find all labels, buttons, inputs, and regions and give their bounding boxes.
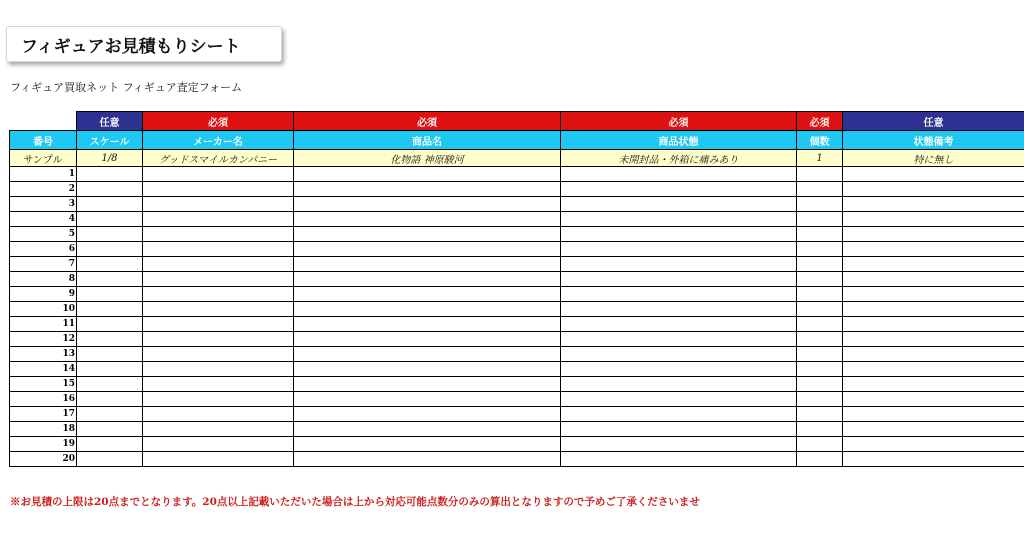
table-row — [10, 287, 1024, 302]
note-cell[interactable] — [843, 257, 1024, 272]
req-product: 必須 — [294, 112, 561, 131]
product-cell[interactable] — [294, 272, 561, 287]
footnote: ※お見積の上限は20点までとなります。20点以上記載いただいた場合は上から対応可能点数分のみの算出となりますので予めご了承くださいませ — [10, 496, 700, 508]
quantity-cell[interactable] — [797, 332, 843, 347]
table-row — [10, 332, 1024, 347]
table-row — [10, 167, 1024, 182]
product-cell[interactable] — [294, 437, 561, 452]
product-cell[interactable] — [294, 362, 561, 377]
quantity-cell[interactable] — [797, 392, 843, 407]
quantity-cell[interactable] — [797, 422, 843, 437]
product-cell[interactable] — [294, 317, 561, 332]
table-row — [10, 437, 1024, 452]
table-row — [10, 257, 1024, 272]
header-number: 番号 — [10, 131, 77, 150]
maker-cell[interactable] — [143, 347, 294, 362]
product-cell[interactable] — [294, 182, 561, 197]
requirement-row — [10, 112, 1024, 131]
table-row — [10, 392, 1024, 407]
maker-cell[interactable] — [143, 242, 294, 257]
row-number: 1 — [10, 167, 77, 182]
maker-cell[interactable] — [143, 437, 294, 452]
row-number: 20 — [10, 452, 77, 467]
quantity-cell[interactable] — [797, 257, 843, 272]
maker-cell[interactable] — [143, 197, 294, 212]
table-row — [10, 452, 1024, 467]
note-cell[interactable] — [843, 242, 1024, 257]
scale-cell[interactable] — [77, 437, 143, 452]
condition-cell[interactable] — [561, 347, 797, 362]
quantity-cell[interactable] — [797, 242, 843, 257]
req-maker: 必須 — [143, 112, 294, 131]
quantity-cell[interactable] — [797, 287, 843, 302]
maker-cell[interactable] — [143, 167, 294, 182]
quantity-cell[interactable] — [797, 407, 843, 422]
maker-cell[interactable] — [143, 257, 294, 272]
note-cell[interactable] — [843, 422, 1024, 437]
product-cell[interactable] — [294, 302, 561, 317]
note-cell[interactable] — [843, 392, 1024, 407]
condition-cell[interactable] — [561, 362, 797, 377]
product-cell[interactable] — [294, 452, 561, 467]
product-cell[interactable] — [294, 212, 561, 227]
maker-cell[interactable] — [143, 317, 294, 332]
maker-cell[interactable] — [143, 392, 294, 407]
table-row — [10, 317, 1024, 332]
table-row — [10, 407, 1024, 422]
scale-cell[interactable] — [77, 347, 143, 362]
req-condition: 必須 — [561, 112, 797, 131]
row-number: 4 — [10, 212, 77, 227]
header-product: 商品名 — [294, 131, 561, 150]
note-cell[interactable] — [843, 377, 1024, 392]
note-cell[interactable] — [843, 287, 1024, 302]
maker-cell[interactable] — [143, 332, 294, 347]
table-row — [10, 422, 1024, 437]
table-row — [10, 302, 1024, 317]
condition-cell[interactable] — [561, 182, 797, 197]
product-cell[interactable] — [294, 347, 561, 362]
condition-cell[interactable] — [561, 302, 797, 317]
scale-cell[interactable] — [77, 257, 143, 272]
scale-cell[interactable] — [77, 332, 143, 347]
sample-condition: 未開封品・外箱に痛みあり — [561, 150, 797, 167]
condition-cell[interactable] — [561, 287, 797, 302]
sample-scale: 1/8 — [77, 150, 143, 167]
condition-cell[interactable] — [561, 317, 797, 332]
req-quantity: 必須 — [797, 112, 843, 131]
condition-cell[interactable] — [561, 242, 797, 257]
note-cell[interactable] — [843, 167, 1024, 182]
scale-cell[interactable] — [77, 212, 143, 227]
quantity-cell[interactable] — [797, 302, 843, 317]
quantity-cell[interactable] — [797, 377, 843, 392]
maker-cell[interactable] — [143, 227, 294, 242]
row-number: 8 — [10, 272, 77, 287]
note-cell[interactable] — [843, 407, 1024, 422]
req-note: 任意 — [843, 112, 1024, 131]
row-number: 19 — [10, 437, 77, 452]
condition-cell[interactable] — [561, 407, 797, 422]
row-number: 17 — [10, 407, 77, 422]
scale-cell[interactable] — [77, 362, 143, 377]
maker-cell[interactable] — [143, 407, 294, 422]
scale-cell[interactable] — [77, 272, 143, 287]
row-number: 14 — [10, 362, 77, 377]
condition-cell[interactable] — [561, 392, 797, 407]
condition-cell[interactable] — [561, 197, 797, 212]
header-condition: 商品状態 — [561, 131, 797, 150]
maker-cell[interactable] — [143, 212, 294, 227]
note-cell[interactable] — [843, 347, 1024, 362]
scale-cell[interactable] — [77, 407, 143, 422]
condition-cell[interactable] — [561, 452, 797, 467]
quantity-cell[interactable] — [797, 437, 843, 452]
scale-cell[interactable] — [77, 182, 143, 197]
scale-cell[interactable] — [77, 242, 143, 257]
maker-cell[interactable] — [143, 302, 294, 317]
quantity-cell[interactable] — [797, 182, 843, 197]
sheet-title: フィギュアお見積もりシート — [6, 26, 282, 62]
header-row — [10, 131, 1024, 150]
quantity-cell[interactable] — [797, 197, 843, 212]
condition-cell[interactable] — [561, 272, 797, 287]
scale-cell[interactable] — [77, 422, 143, 437]
row-number: 10 — [10, 302, 77, 317]
quantity-cell[interactable] — [797, 272, 843, 287]
scale-cell[interactable] — [77, 167, 143, 182]
table-row — [10, 182, 1024, 197]
quantity-cell[interactable] — [797, 317, 843, 332]
product-cell[interactable] — [294, 332, 561, 347]
product-cell[interactable] — [294, 167, 561, 182]
maker-cell[interactable] — [143, 362, 294, 377]
table-row — [10, 272, 1024, 287]
row-number: 3 — [10, 197, 77, 212]
condition-cell[interactable] — [561, 332, 797, 347]
product-cell[interactable] — [294, 422, 561, 437]
note-cell[interactable] — [843, 317, 1024, 332]
maker-cell[interactable] — [143, 272, 294, 287]
row-number: 11 — [10, 317, 77, 332]
product-cell[interactable] — [294, 392, 561, 407]
quantity-cell[interactable] — [797, 452, 843, 467]
product-cell[interactable] — [294, 407, 561, 422]
row-number: 13 — [10, 347, 77, 362]
scale-cell[interactable] — [77, 197, 143, 212]
condition-cell[interactable] — [561, 422, 797, 437]
scale-cell[interactable] — [77, 392, 143, 407]
sample-label: サンプル — [10, 150, 77, 167]
quantity-cell[interactable] — [797, 167, 843, 182]
product-cell[interactable] — [294, 257, 561, 272]
condition-cell[interactable] — [561, 437, 797, 452]
note-cell[interactable] — [843, 227, 1024, 242]
maker-cell[interactable] — [143, 452, 294, 467]
sample-row — [10, 150, 1024, 167]
scale-cell[interactable] — [77, 302, 143, 317]
scale-cell[interactable] — [77, 287, 143, 302]
note-cell[interactable] — [843, 437, 1024, 452]
req-scale: 任意 — [77, 112, 143, 131]
quantity-cell[interactable] — [797, 347, 843, 362]
condition-cell[interactable] — [561, 227, 797, 242]
header-maker: メーカー名 — [143, 131, 294, 150]
condition-cell[interactable] — [561, 377, 797, 392]
table-row — [10, 362, 1024, 377]
row-number: 9 — [10, 287, 77, 302]
quantity-cell[interactable] — [797, 212, 843, 227]
row-number: 7 — [10, 257, 77, 272]
table-row — [10, 227, 1024, 242]
product-cell[interactable] — [294, 242, 561, 257]
quantity-cell[interactable] — [797, 362, 843, 377]
sample-note: 特に無し — [843, 150, 1024, 167]
row-number: 2 — [10, 182, 77, 197]
row-number: 16 — [10, 392, 77, 407]
header-scale: スケール — [77, 131, 143, 150]
table-row — [10, 377, 1024, 392]
note-cell[interactable] — [843, 302, 1024, 317]
product-cell[interactable] — [294, 287, 561, 302]
table-row — [10, 347, 1024, 362]
table-row — [10, 212, 1024, 227]
table-row — [10, 242, 1024, 257]
row-number: 6 — [10, 242, 77, 257]
product-cell[interactable] — [294, 377, 561, 392]
sample-product: 化物語 神原駿河 — [294, 150, 561, 167]
scale-cell[interactable] — [77, 317, 143, 332]
scale-cell[interactable] — [77, 377, 143, 392]
condition-cell[interactable] — [561, 212, 797, 227]
note-cell[interactable] — [843, 452, 1024, 467]
sample-maker: グッドスマイルカンパニー — [143, 150, 294, 167]
product-cell[interactable] — [294, 197, 561, 212]
product-cell[interactable] — [294, 227, 561, 242]
estimate-table — [9, 111, 1024, 467]
note-cell[interactable] — [843, 362, 1024, 377]
note-cell[interactable] — [843, 212, 1024, 227]
header-note: 状態備考 — [843, 131, 1024, 150]
maker-cell[interactable] — [143, 287, 294, 302]
note-cell[interactable] — [843, 332, 1024, 347]
sample-quantity: 1 — [797, 150, 843, 167]
row-number: 18 — [10, 422, 77, 437]
condition-cell[interactable] — [561, 167, 797, 182]
scale-cell[interactable] — [77, 227, 143, 242]
header-quantity: 個数 — [797, 131, 843, 150]
note-cell[interactable] — [843, 272, 1024, 287]
row-number: 15 — [10, 377, 77, 392]
quantity-cell[interactable] — [797, 227, 843, 242]
maker-cell[interactable] — [143, 377, 294, 392]
row-number: 5 — [10, 227, 77, 242]
maker-cell[interactable] — [143, 422, 294, 437]
requirement-blank — [10, 112, 77, 131]
note-cell[interactable] — [843, 197, 1024, 212]
note-cell[interactable] — [843, 182, 1024, 197]
form-subtitle: フィギュア買取ネット フィギュア査定フォーム — [10, 81, 243, 94]
maker-cell[interactable] — [143, 182, 294, 197]
scale-cell[interactable] — [77, 452, 143, 467]
row-number: 12 — [10, 332, 77, 347]
condition-cell[interactable] — [561, 257, 797, 272]
table-row — [10, 197, 1024, 212]
